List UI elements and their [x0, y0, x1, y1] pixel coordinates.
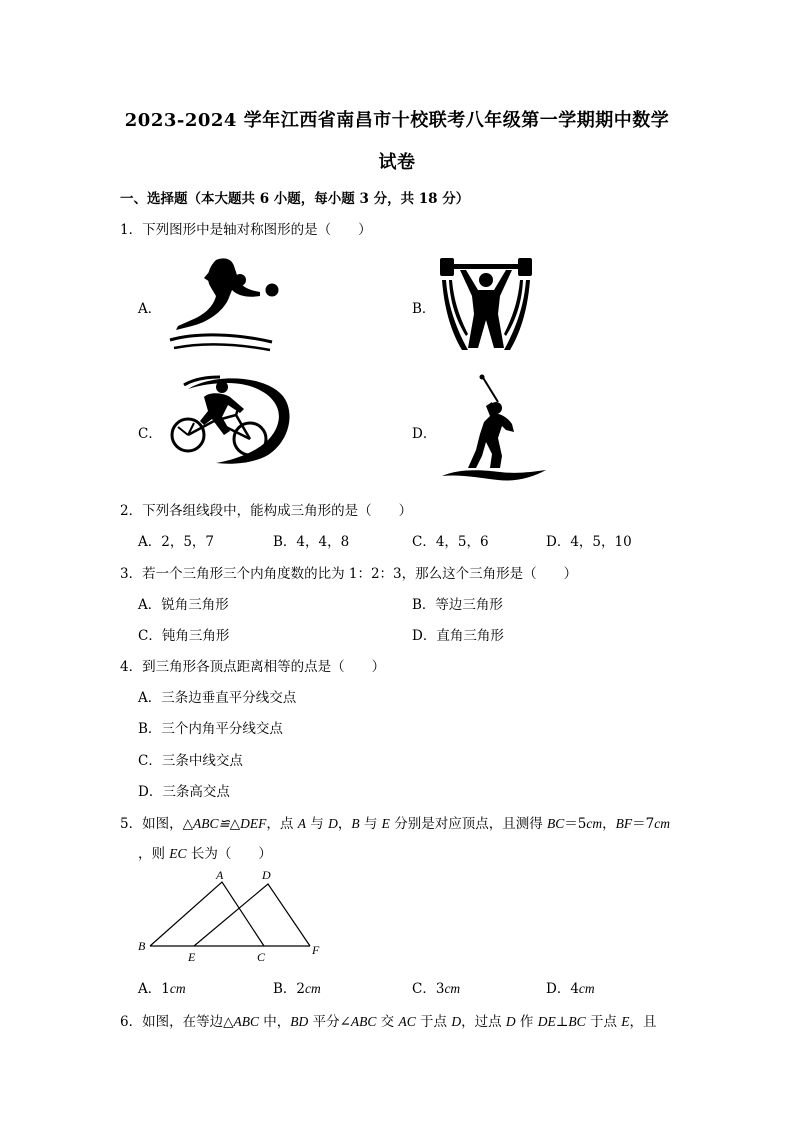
q4-option-d[interactable]: D．三条高交点 — [138, 784, 230, 800]
q2-option-d[interactable]: D．4，5，10 — [546, 534, 632, 550]
q1-option-b-label[interactable]: B． — [412, 301, 436, 317]
q5-label-d: D — [262, 868, 271, 882]
q4-option-b[interactable]: B．三个内角平分线交点 — [138, 721, 283, 737]
q5-label-b: B — [138, 939, 146, 953]
q4-option-c[interactable]: C．三条中线交点 — [138, 753, 243, 769]
q5-var: B — [351, 816, 360, 831]
q6-var: △ABC — [223, 1014, 259, 1029]
q5-var: BC — [547, 816, 565, 831]
question-5-stem — [120, 812, 670, 832]
q5-triangle-figure — [136, 866, 326, 966]
q5-congruence: △ABC≌△DEF — [182, 816, 267, 831]
weightlifter-icon[interactable] — [438, 256, 534, 352]
q5-label-e: E — [188, 950, 196, 964]
q2-option-a[interactable]: A．2，5，7 — [138, 534, 215, 550]
q5-option-a[interactable] — [138, 977, 186, 997]
q6-text: ，且 — [629, 1014, 657, 1030]
q5-unit: cm — [586, 816, 603, 831]
q5-option-unit: cm — [578, 981, 595, 996]
question-5-stem-line2 — [138, 842, 272, 862]
q3-option-a[interactable]: A．锐角三角形 — [138, 597, 229, 613]
q2-option-c[interactable]: C．4，5，6 — [412, 534, 489, 550]
section-heading: 一、选择题（本大题共 6 小题，每小题 3 分，共 18 分） — [120, 191, 470, 207]
q6-var: D — [451, 1014, 462, 1029]
q6-text: 中， — [258, 1014, 291, 1030]
q5-unit: cm — [654, 816, 670, 831]
q5-text: 与 — [359, 816, 382, 832]
q6-var: E — [621, 1014, 630, 1029]
q5-option-num: 3 — [435, 981, 445, 997]
q5-text: 分别是对应顶点，且测得 — [389, 816, 547, 832]
question-4-stem: 4．到三角形各顶点距离相等的点是（ ） — [120, 659, 386, 675]
q5-text: ，点 — [266, 816, 298, 832]
q5-var: EC — [169, 846, 187, 861]
page-title-line1: 2023-2024 学年江西省南昌市十校联考八年级第一学期期中数学 — [124, 110, 670, 131]
q5-option-c[interactable] — [412, 977, 460, 997]
q6-text: 作 — [515, 1014, 538, 1030]
question-2-stem: 2．下列各组线段中，能构成三角形的是（ ） — [120, 503, 413, 519]
q3-option-d[interactable]: D．直角三角形 — [412, 628, 504, 644]
q6-text: 于点 — [415, 1014, 452, 1030]
q6-text: 交 — [376, 1014, 399, 1030]
q1-option-d-label[interactable]: D． — [412, 426, 437, 442]
q5-text: ＝5 — [564, 816, 587, 832]
q5-option-b[interactable] — [273, 977, 321, 997]
q5-text: ， — [602, 816, 616, 832]
q6-var: ∠ABC — [339, 1014, 377, 1029]
q3-option-c[interactable]: C．钝角三角形 — [138, 628, 230, 644]
q6-var: BD — [290, 1014, 309, 1029]
volleyball-player-icon[interactable] — [168, 256, 283, 352]
q6-text: 于点 — [585, 1014, 622, 1030]
q5-option-num: 2 — [296, 981, 306, 997]
question-3-stem: 3．若一个三角形三个内角度数的比为 1：2：3，那么这个三角形是（ ） — [120, 566, 578, 582]
q5-label-a: A — [216, 868, 224, 882]
q5-option-d[interactable] — [546, 977, 595, 997]
question-1-stem: 1．下列图形中是轴对称图形的是（ ） — [120, 222, 372, 238]
page-title-line2: 试卷 — [378, 152, 416, 173]
q4-option-a[interactable]: A．三条边垂直平分线交点 — [138, 690, 297, 706]
q5-var: D — [328, 816, 338, 831]
q5-option-letter: A． — [138, 981, 162, 997]
q6-var: AC — [398, 1014, 416, 1029]
q5-text: ＝7 — [632, 816, 655, 832]
q5-option-letter: D． — [546, 981, 571, 997]
q5-var: A — [297, 816, 306, 831]
q5-option-letter: B． — [273, 981, 297, 997]
q5-text: 与 — [305, 816, 329, 832]
q5-text: ， — [337, 816, 352, 832]
q5-var: BF — [615, 816, 633, 831]
q6-text: ，过点 — [461, 1014, 506, 1030]
q6-var: D — [505, 1014, 516, 1029]
q5-text: 长为（ ） — [186, 846, 272, 862]
q6-var: DE⊥BC — [537, 1014, 586, 1029]
q5-label-c: C — [257, 950, 266, 964]
q5-option-unit: cm — [444, 981, 461, 996]
golfer-icon[interactable] — [440, 372, 548, 484]
q5-var: E — [381, 816, 390, 831]
q5-option-unit: cm — [305, 981, 321, 996]
q5-option-letter: C． — [412, 981, 436, 997]
q3-option-b[interactable]: B．等边三角形 — [412, 597, 503, 613]
q2-option-b[interactable]: B．4，4，8 — [273, 534, 350, 550]
cyclist-icon[interactable] — [164, 375, 294, 467]
q5-text: 5．如图， — [120, 816, 183, 832]
q1-option-c-label[interactable]: C． — [138, 426, 162, 442]
q5-label-f: F — [312, 943, 320, 957]
q6-text: 平分 — [308, 1014, 340, 1030]
q5-option-num: 1 — [161, 981, 170, 997]
q5-text: ，则 — [138, 846, 170, 862]
q5-option-unit: cm — [169, 981, 186, 996]
q5-option-num: 4 — [570, 981, 579, 997]
question-6-stem — [120, 1010, 657, 1030]
q6-text: 6．如图，在等边 — [120, 1014, 224, 1030]
q1-option-a-label[interactable]: A． — [138, 301, 162, 317]
